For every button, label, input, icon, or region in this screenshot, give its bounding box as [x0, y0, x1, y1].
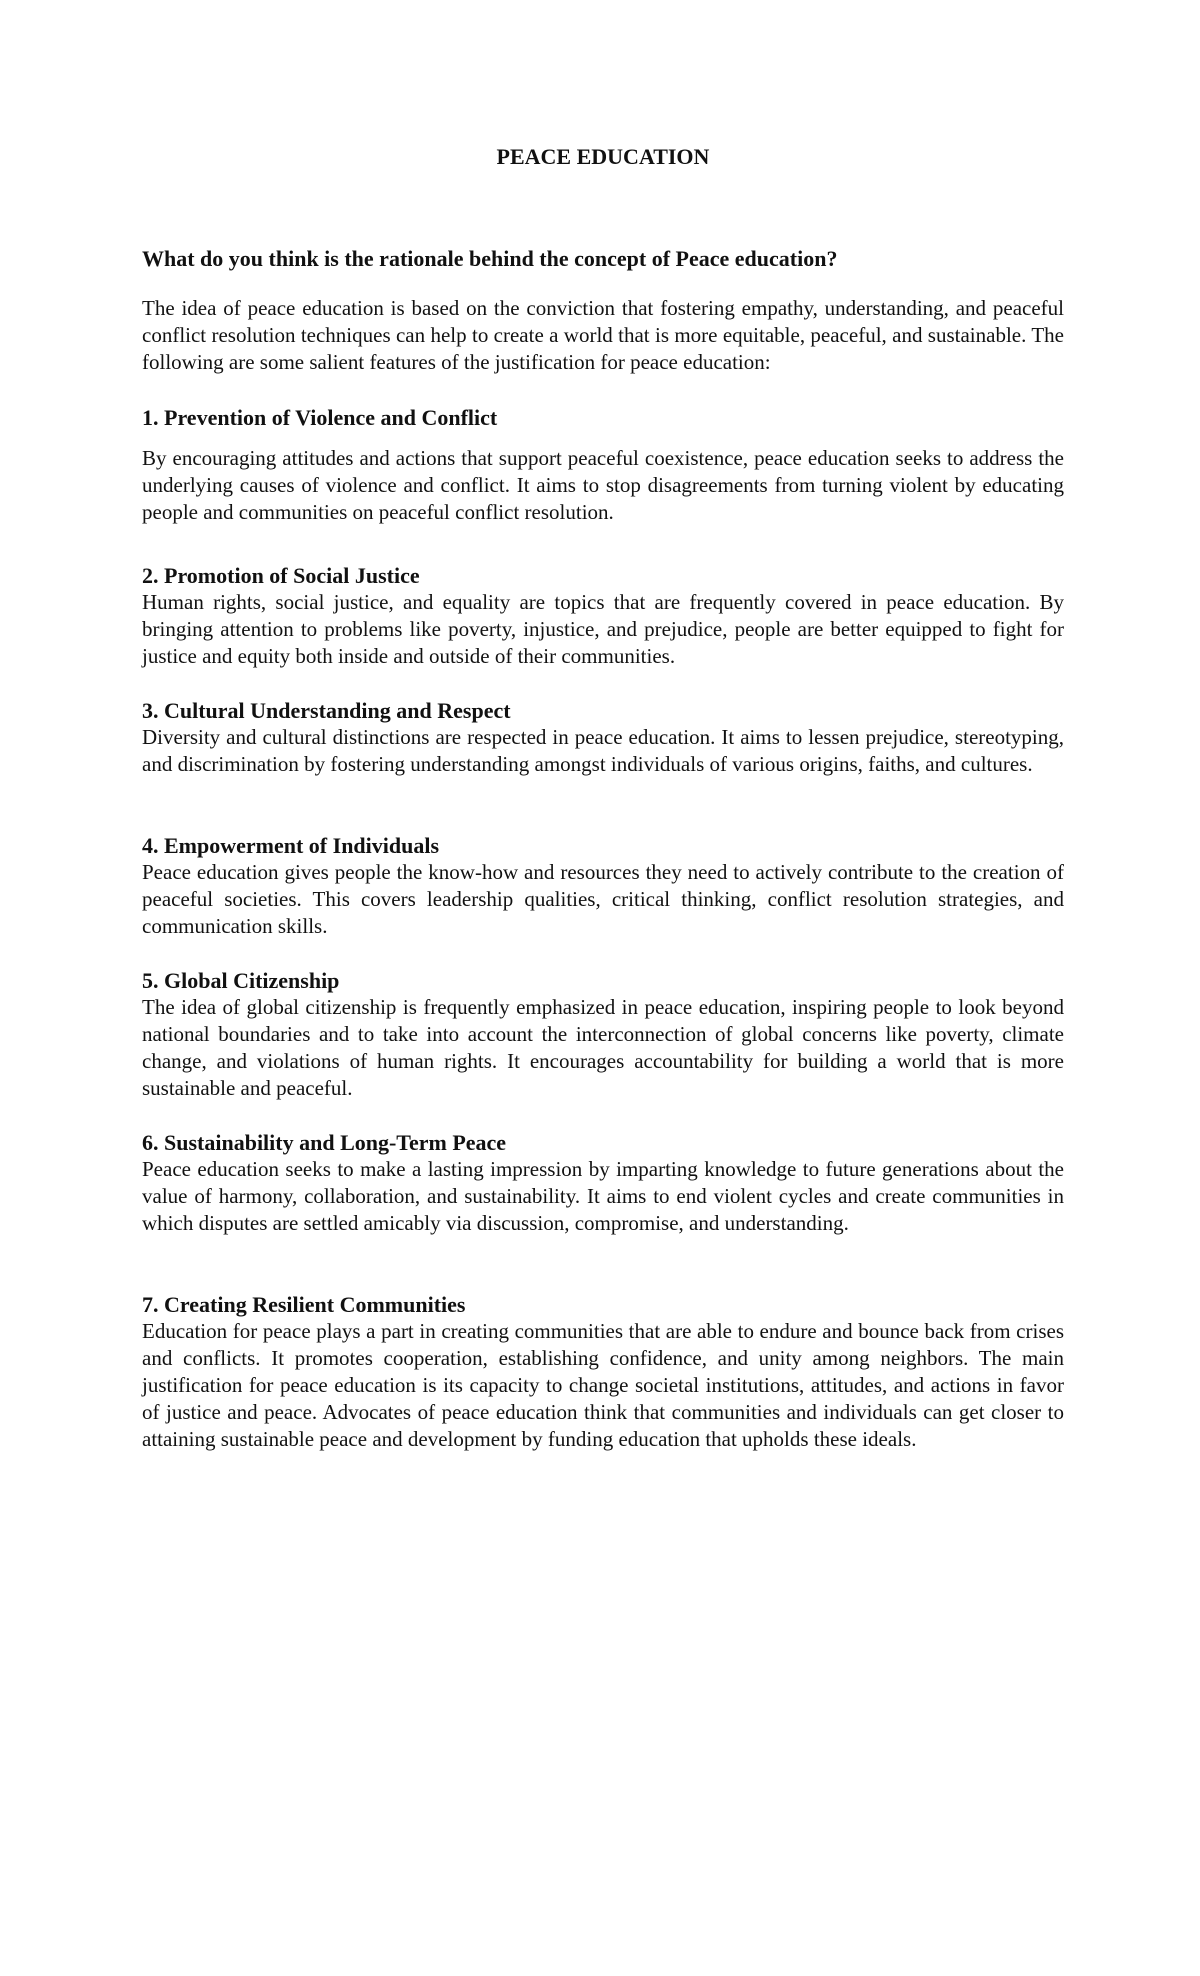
section-heading: 7. Creating Resilient Communities [142, 1292, 466, 1317]
section-heading: 1. Prevention of Violence and Conflict [142, 405, 498, 430]
section-cultural-understanding [142, 697, 1064, 778]
section-body: By encouraging attitudes and actions that support peaceful coexistence, peace education seeks to address the underlying causes of violence and conflict. It aims to stop disagreements from turning violent by educating people and communities on peaceful conflict resolution. [142, 446, 1064, 524]
section-empowerment [142, 832, 1064, 940]
section-resilient-communities [142, 1291, 1064, 1453]
section-heading: 3. Cultural Understanding and Respect [142, 698, 511, 723]
section-body: Peace education gives people the know-how and resources they need to actively contribute to the creation of peaceful societies. This covers leadership qualities, critical thinking, conflict resolution strategies, and communication skills. [142, 860, 1064, 938]
section-heading: 6. Sustainability and Long-Term Peace [142, 1130, 507, 1155]
section-body: Diversity and cultural distinctions are respected in peace education. It aims to lessen prejudice, stereotyping, and discrimination by fostering understanding amongst individuals of various origins, faiths, and cultures. [142, 725, 1064, 776]
section-sustainability [142, 1129, 1064, 1237]
section-global-citizenship [142, 967, 1064, 1102]
document-title: PEACE EDUCATION [496, 144, 710, 169]
intro-paragraph: The idea of peace education is based on the conviction that fostering empathy, understanding, and peaceful conflict resolution techniques can help to create a world that is more equitable, peaceful, and sustainable. The following are some salient features of the justification for peace education: [142, 296, 1064, 374]
section-heading: 5. Global Citizenship [142, 968, 340, 993]
section-heading: 4. Empowerment of Individuals [142, 833, 440, 858]
section-body: Human rights, social justice, and equality are topics that are frequently covered in peace education. By bringing attention to problems like poverty, injustice, and prejudice, people are better equipped to fight for justice and equity both inside and outside of their communities. [142, 590, 1064, 668]
question-heading: What do you think is the rationale behind the concept of Peace education? [142, 246, 838, 271]
section-social-justice [142, 562, 1064, 670]
section-body: Peace education seeks to make a lasting impression by imparting knowledge to future generations about the value of harmony, collaboration, and sustainability. It aims to end violent cycles and create communities in which disputes are settled amicably via discussion, compromise, and understanding. [142, 1157, 1064, 1235]
section-heading: 2. Promotion of Social Justice [142, 563, 420, 588]
section-body: Education for peace plays a part in creating communities that are able to endure and bounce back from crises and conflicts. It promotes cooperation, establishing confidence, and unity among neighbors. The main justification for peace education is its capacity to change societal institutions, attitudes, and actions in favor of justice and peace. Advocates of peace education think that communities and individuals can get closer to attaining sustainable peace and development by funding education that upholds these ideals. [142, 1319, 1064, 1451]
section-prevention-of-violence [142, 404, 1064, 526]
section-body: The idea of global citizenship is frequently emphasized in peace education, inspiring people to look beyond national boundaries and to take into account the interconnection of global concerns like poverty, climate change, and violations of human rights. It encourages accountability for building a world that is more sustainable and peaceful. [142, 995, 1064, 1100]
